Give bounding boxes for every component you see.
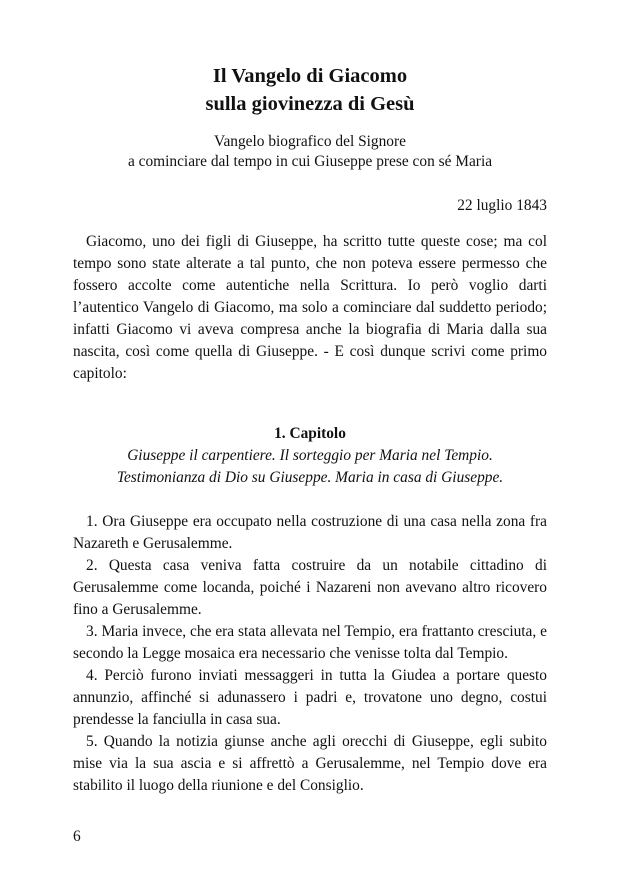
verse-3: 3. Maria invece, che era stata allevata nel Tempio, era frattanto cresciuta, e secondo la Legge mosaica era necessario che venisse tolta dal Tempio. xyxy=(73,623,547,662)
chapter-summary-line-1: Giuseppe il carpentiere. Il sorteggio per Maria nel Tempio. xyxy=(127,447,493,464)
verse-4: 4. Perciò furono inviati messaggeri in tutta la Giudea a portare questo annunzio, affinché si adunassero i padri e, trovatone uno degno, costui prendesse la fanciulla in casa sua. xyxy=(73,667,547,728)
dictation-date: 22 luglio 1843 xyxy=(457,197,547,214)
verse-2: 2. Questa casa veniva fatta costruire da un notabile cittadino di Gerusalemme come locanda, poiché i Nazareni non avevano altro ricovero fino a Gerusalemme. xyxy=(73,557,547,618)
subtitle-block xyxy=(73,132,547,172)
verse-5: 5. Quando la notizia giunse anche agli orecchi di Giuseppe, egli subito mise via la sua ascia e si affrettò a Gerusalemme, nel Tempio dove era stabilito il luogo della riunione e del Consiglio. xyxy=(73,733,547,794)
page-content xyxy=(73,62,547,797)
chapter-summary-line-2: Testimonianza di Dio su Giuseppe. Maria in casa di Giuseppe. xyxy=(116,469,504,486)
verse-list xyxy=(73,511,547,797)
page-number: 6 xyxy=(73,828,81,845)
chapter-title: 1. Capitolo xyxy=(274,425,346,442)
intro-paragraph: Giacomo, uno dei figli di Giuseppe, ha scritto tutte queste cose; ma col tempo sono state alterate a tal punto, che non poteva essere permesso che fossero accolte come autentiche nella Scrittura. Io però voglio darti l’autentico Vangelo di Giacomo, ma solo a cominciare dal suddetto periodo; infatti Giacomo vi aveva compresa anche la biografia di Maria dalla sua nascita, così come quella di Giuseppe. - E così dunque scrivi come primo capitolo: xyxy=(73,233,547,382)
book-title-line-2: sulla giovinezza di Gesù xyxy=(205,93,415,115)
subtitle-line-1: Vangelo biografico del Signore xyxy=(214,133,406,150)
book-title-line-1: Il Vangelo di Giacomo xyxy=(212,65,408,87)
subtitle-line-2: a cominciare dal tempo in cui Giuseppe prese con sé Maria xyxy=(127,153,493,170)
verse-1: 1. Ora Giuseppe era occupato nella costruzione di una casa nella zona fra Nazareth e Gerusalemme. xyxy=(73,513,547,552)
